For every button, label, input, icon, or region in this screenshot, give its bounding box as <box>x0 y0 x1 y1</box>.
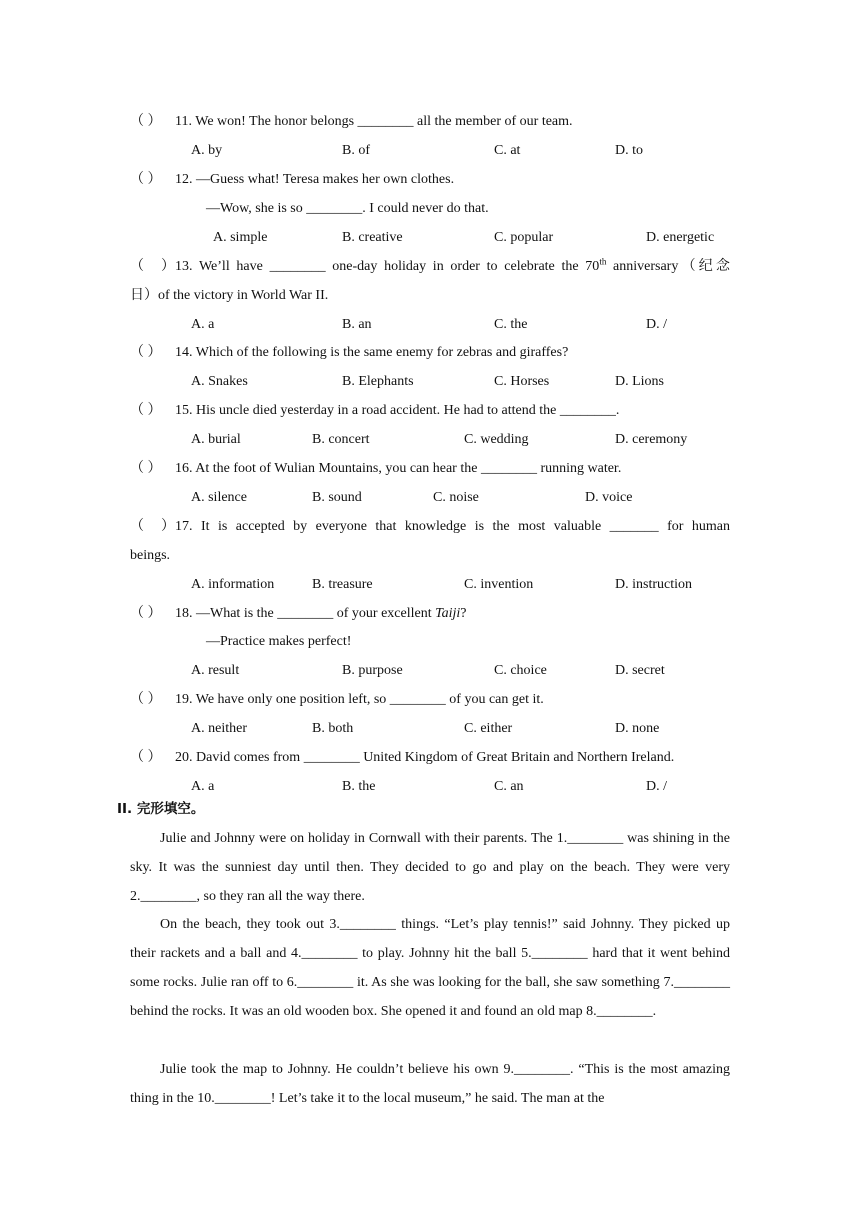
option-c: C. wedding <box>464 432 529 447</box>
answer-paren[interactable]: （ ） <box>130 345 162 360</box>
option-d: D. none <box>615 721 660 736</box>
option-a: A. by <box>191 143 223 158</box>
option-a: A. Snakes <box>191 374 248 389</box>
option-c: C. an <box>494 779 524 794</box>
option-b: B. treasure <box>312 577 373 592</box>
ordinal-suffix: th <box>599 256 607 267</box>
question-17 <box>130 517 730 537</box>
question-stem: 16. At the foot of Wulian Mountains, you can hear the ________ running water. <box>175 461 622 476</box>
option-b: B. Elephants <box>342 374 414 389</box>
option-c: C. at <box>494 143 521 158</box>
question-18 <box>130 604 730 624</box>
dialogue-reply: —Wow, she is so ________. I could never do that. <box>206 201 489 216</box>
option-a: A. a <box>191 317 215 332</box>
option-d: D. ceremony <box>615 432 688 447</box>
passage-paragraph-2: On the beach, they took out 3.________ things. “Let’s play tennis!” said Johnny. They picked up their rackets and a ball and 4.________ to play. Johnny hit the ball 5.________ hard that it went behind some rocks. Julie ran off to 6.________ it. As she was looking for the ball, she saw something 7.________ behind the rocks. It was an old wooden box. She opened it and found an old map 8.________. <box>130 917 730 1019</box>
option-b: B. sound <box>312 490 362 505</box>
option-c: C. Horses <box>494 374 550 389</box>
question-stem: 19. We have only one position left, so ________ of you can get it. <box>175 692 544 707</box>
option-a: A. information <box>191 577 275 592</box>
passage-paragraph-3: Julie took the map to Johnny. He couldn’t believe his own 9.________. “This is the most amazing thing in the 10.________! Let’s take it to the local museum,” he said. The man at the <box>130 1062 730 1106</box>
option-c: C. invention <box>464 577 534 592</box>
question-16 <box>130 459 730 479</box>
answer-paren[interactable]: （ ） <box>130 750 162 765</box>
question-11 <box>130 112 730 132</box>
dialogue-reply: —Practice makes perfect! <box>206 634 352 649</box>
option-d: D. secret <box>615 663 665 678</box>
option-b: B. concert <box>312 432 370 447</box>
answer-paren[interactable]: （ ） <box>130 114 162 129</box>
option-a: A. silence <box>191 490 247 505</box>
option-d: D. energetic <box>646 230 715 245</box>
question-stem: 20. David comes from ________ United Kingdom of Great Britain and Northern Ireland. <box>175 750 675 765</box>
option-b: B. of <box>342 143 370 158</box>
answer-paren[interactable]: （ ） <box>130 461 162 476</box>
option-b: B. both <box>312 721 354 736</box>
question-15 <box>130 401 730 421</box>
question-stem: 11. We won! The honor belongs ________ all the member of our team. <box>175 114 573 129</box>
answer-paren[interactable]: （ ） <box>130 606 162 621</box>
option-b: B. an <box>342 317 372 332</box>
option-a: A. a <box>191 779 215 794</box>
option-c: C. either <box>464 721 513 736</box>
question-stem: 18. —What is the ________ of your excellent <box>175 606 436 621</box>
italic-term: Taiji <box>435 606 461 621</box>
option-b: B. purpose <box>342 663 403 678</box>
question-stem: 12. —Guess what! Teresa makes her own clothes. <box>175 172 455 187</box>
answer-paren[interactable]: （ ） <box>130 259 175 274</box>
option-d: D. / <box>646 779 667 794</box>
option-b: B. creative <box>342 230 403 245</box>
answer-paren[interactable]: （ ） <box>130 403 162 418</box>
answer-paren[interactable]: （ ） <box>130 172 162 187</box>
question-stem: 13. We’ll have ________ one-day holiday in order to celebrate the 70 <box>175 259 600 274</box>
section-heading: II. 完形填空。 <box>117 801 205 817</box>
question-19 <box>130 690 730 710</box>
answer-paren[interactable]: （ ） <box>130 692 162 707</box>
option-a: A. neither <box>191 721 247 736</box>
question-13 <box>130 257 730 277</box>
option-d: D. voice <box>585 490 633 505</box>
option-d: D. instruction <box>615 577 692 592</box>
option-c: C. noise <box>433 490 479 505</box>
question-20 <box>130 748 730 768</box>
option-a: A. burial <box>191 432 241 447</box>
question-stem: 17. It is accepted by everyone that knowledge is the most valuable _______ for human <box>175 519 730 534</box>
question-stem-continued: beings. <box>130 548 171 563</box>
option-d: D. / <box>646 317 667 332</box>
question-stem-end: ? <box>460 606 467 621</box>
question-stem: 14. Which of the following is the same enemy for zebras and giraffes? <box>175 345 569 360</box>
option-b: B. the <box>342 779 376 794</box>
question-12 <box>130 170 730 190</box>
question-stem-continued: 日）of the victory in World War II. <box>130 288 329 303</box>
option-d: D. Lions <box>615 374 664 389</box>
option-a: A. simple <box>213 230 268 245</box>
passage-paragraph-1: Julie and Johnny were on holiday in Cornwall with their parents. The 1.________ was shining in the sky. It was the sunniest day until then. They decided to go and play on the beach. They were very 2.________, so they ran all the way there. <box>130 831 730 904</box>
option-d: D. to <box>615 143 643 158</box>
question-14 <box>130 343 730 363</box>
question-stem-end: anniversary（纪念 <box>606 259 730 274</box>
option-c: C. choice <box>494 663 547 678</box>
option-c: C. the <box>494 317 528 332</box>
option-c: C. popular <box>494 230 554 245</box>
question-stem: 15. His uncle died yesterday in a road accident. He had to attend the ________. <box>175 403 620 418</box>
option-a: A. result <box>191 663 240 678</box>
answer-paren[interactable]: （ ） <box>130 519 175 534</box>
